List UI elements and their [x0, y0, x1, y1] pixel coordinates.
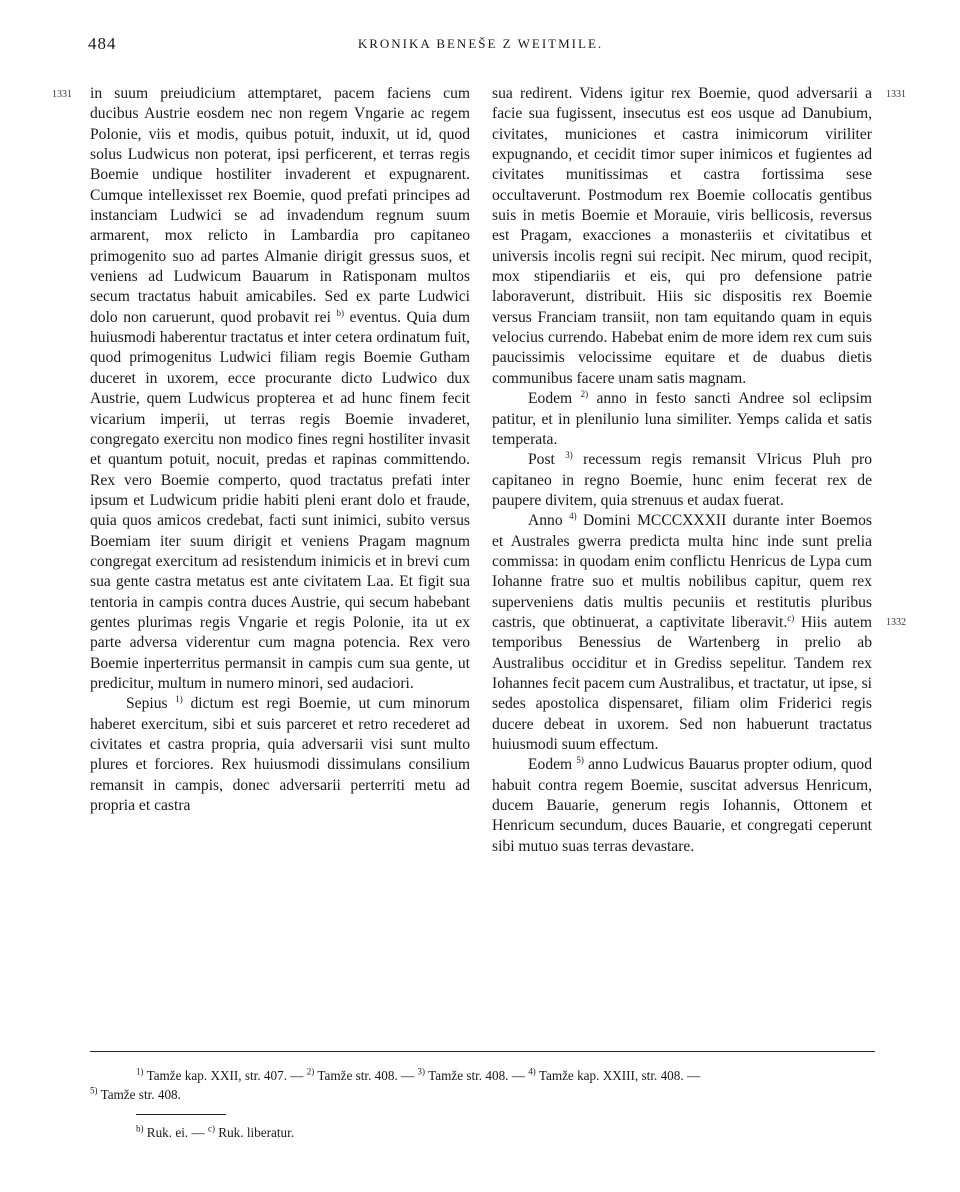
footnote-ref: 3): [565, 450, 573, 460]
footnote-mark: 1): [136, 1066, 144, 1077]
page-number: 484: [88, 34, 117, 53]
paragraph-text: Post: [528, 451, 555, 469]
paragraph-text: Domini MCCCXXXII durante inter Boemos et Australes gwerra predicta multa hinc inde sunt prelia commissa: in quodam enim conflictu Henricus de Lypa cum Iohanne fratre suo et multis nobilibus capitur, quem rex superveniens datis multis pecuniis et restitutis pluribus castris, que obtinuerat, a captivitate liberavit.: [492, 512, 872, 631]
paragraph: [492, 450, 872, 511]
margin-year-left: 1331: [52, 89, 72, 100]
footnote-ref: 4): [569, 511, 577, 522]
footnote-ref: c): [787, 612, 795, 623]
footnote-ref: 1): [175, 694, 183, 705]
footnote-mark: 4): [528, 1066, 536, 1077]
footnote-ref: 2): [580, 388, 589, 399]
footnotes: [90, 1066, 875, 1142]
footnote-line: [90, 1123, 875, 1142]
footnote-line: [90, 1085, 875, 1104]
margin-year-right: 1331: [886, 89, 906, 100]
paragraph: [90, 694, 470, 816]
footnote-mark: 5): [90, 1085, 98, 1096]
footnote-text: Tamže kap. XXII, str. 407. —: [146, 1068, 304, 1083]
footnote-mark: c): [207, 1123, 215, 1134]
footnote-text: Tamže str. 408.: [100, 1087, 181, 1102]
paragraph-text: in suum preiudicium attemptaret, pacem faciens cum ducibus Austrie eosdem nec non regem Vngarie ac regem Polonie, viis et modis, quibus potuit, induxit, ut id, quod solus Ludwicus non poterat, ipsi perficerent, et terras regis Boemie undique hostiliter invaderent et expugnarent. Cumque intellexisset rex Boemie, quod prefati principes ad instanciam Ludwici se ad invadendum regnum suum armarent, mox relicto in Lambardia pro capitaneo primogenito suo ad partes Almanie dirigit gressus suos, et veniens ad Ludwicum Bauarum in Ratisponam multos secum tractatus habuit amicabiles. Sed ex parte Ludwici dolo non caruerunt, quod probavit rei: [90, 85, 470, 326]
paragraph-text: anno in festo sancti Andree sol eclipsim patitur, et in plenilunio luna similiter. Yemps calida et satis temperata.: [492, 390, 872, 448]
paragraph: [492, 755, 872, 857]
paragraph-text: Sepius: [126, 695, 168, 713]
footnote-mark: b): [136, 1123, 144, 1134]
footnote-text: Ruk. liberatur.: [218, 1125, 295, 1140]
paragraph: [90, 84, 470, 694]
paragraph-text: Anno: [528, 512, 563, 530]
margin-year-right-1332: 1332: [886, 617, 906, 628]
paragraph-text: Hiis autem temporibus Benessius de Wartenberg in prelio ab Australibus occiditur et in Grediss sepelitur. Tandem rex Iohannes fecit pacem cum Australibus, et tractatur, ut ipse, si sedes apostolica dispensaret, filiam olim Friderici regis ducere debeat in uxorem. Sed non habuerunt tractatus huiusmodi suum effectum.: [492, 613, 872, 753]
footnote-line: [90, 1066, 875, 1085]
paragraph: sua redirent. Videns igitur rex Boemie, quod adversarii a facie sua fugissent, insecutus est eos usque ad Danubium, civitates, municiones et castra inimicorum viriliter expugnando, et cecidit timor super inimicos et fugientes ad civitates munitissimas et castra fortissima sese occultaverunt. Postmodum rex Boemie collocatis gentibus suis in metis Boemie et Morauie, viris bellicosis, reversus est Pragam, exacciones a monasteriis et civitatibus et universis incolis regni sui recipit. Nec mirum, quod recipit, mox stipendiariis et eis, qui pro defensione patrie laboraverunt, distribuit. Hiis sic dispositis rex Boemie versus Franciam transiit, non tam equitando quam in equis velocius currendo. Habebat enim de more idem rex cum suis paucissimis velocissime equitare et de duabus dietis communibus facere unam satis magnam.: [492, 85, 872, 387]
paragraph-text: recessum regis remansit Vlricus Pluh pro capitaneo in regno Boemie, hunc enim fecerat rex de paupere divitem, quia strenuus et audax fuerat.: [492, 451, 872, 509]
paragraph-text: dictum est regi Boemie, ut cum minorum haberet exercitum, sibi et suis parceret et retro recederet ad civitates et castra propria, quia adversarii visi sunt multo plures et forciores. Rex huiusmodi dissimulans consilium remansit in campis, donec adversarii perterriti metu ad propria et castra: [90, 695, 470, 815]
footnote-short-divider: [136, 1114, 226, 1115]
footnote-text: Tamže str. 408. —: [317, 1068, 415, 1083]
paragraph-text: anno Ludwicus Bauarus propter odium, quod habuit contra regem Boemie, suscitat adversus Henricum, ducem Bauarie, generum regis Iohannis, Ottonem et Henricum secundum, duces Bauarie, et congregati ceperunt sibi mutuo suas terras devastare.: [492, 756, 873, 855]
paragraph-text: Eodem: [528, 756, 573, 774]
footnote-mark: 3): [417, 1066, 426, 1077]
footnote-ref: b): [336, 307, 344, 318]
right-column: [492, 84, 872, 857]
paragraph: [492, 389, 872, 450]
running-title: KRONIKA BENEŠE Z WEITMILE.: [357, 36, 604, 51]
footnote-text: Tamže kap. XXIII, str. 408. —: [538, 1068, 701, 1083]
footnote-text: Ruk. ei. —: [146, 1125, 205, 1140]
paragraph-text: Eodem: [528, 390, 573, 408]
paragraph-text: eventus. Quia dum huiusmodi haberentur tractatus et inter cetera ordinatum fuit, quod primogenitus Ludwici filiam regis Boemie Gutham duceret in uxorem, ecce procurante dicto Ludwico dux Austrie, quem Ludwicus propterea et ad hunc finem fecit vicarium imperii, ut terras regis Boemie invaderet, congregato exercitu non modico fines regni hostiliter invasit et quantum potuit, nocuit, predas et rapinas committendo. Rex vero Boemie comperto, quod tractatus prefati inter ipsum et Ludwicum pridie habiti pleni erant dolo et fraude, quia quos amicos credebat, facti sunt inimici, subito versus Boemiam iter suum dirigit et veniens Pragam magnum congregat exercitum ad resistendum inimicis et in brevi cum sua gente castra metatus est ante civitatem Laa. Et figit sua tentoria in campis contra duces Austrie, qui secum habebant gentes plurimas regis Vngarie et regis Polonie, ita ut ex parte adversa viderentur cum magna potencia. Rex vero Boemie inperterritus permansit in campis cum sua gente, ut predicitur, multum in numero minori, sed audaciori.: [90, 308, 470, 692]
page-header: [88, 34, 873, 56]
footnote-ref: 5): [576, 755, 584, 766]
footnote-text: Tamže str. 408. —: [428, 1068, 525, 1083]
paragraph: [492, 511, 872, 755]
footnote-divider: [90, 1051, 875, 1052]
footnote-mark: 2): [306, 1066, 315, 1077]
left-column: [90, 84, 470, 816]
